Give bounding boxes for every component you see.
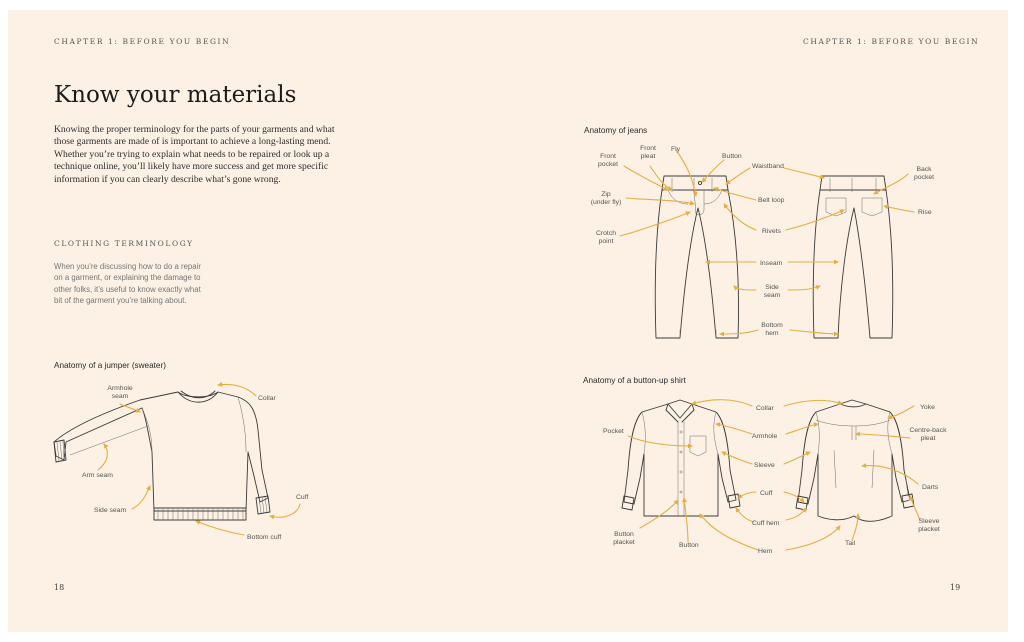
label-cuff: Cuff (296, 494, 309, 501)
label-side-seam-jeans: Side (765, 284, 779, 291)
label-yoke: Yoke (920, 404, 935, 411)
page-number-right: 19 (950, 583, 961, 592)
shirt-front-illustration (622, 400, 740, 516)
svg-text:Zip(under fly) (591, 191, 622, 206)
jumper-labels (82, 385, 308, 541)
section-line: on a garment, or explaining the damage to (54, 273, 201, 283)
svg-text:Centre-backpleat (909, 427, 947, 442)
jumper-illustration (54, 391, 270, 520)
label-front-pleat: pleat (640, 153, 656, 160)
label-centre-back-pleat: Centre-back (909, 427, 947, 434)
label-back-pocket: Back (916, 166, 932, 173)
label-crotch-point: point (598, 238, 614, 245)
jeans-caption: Anatomy of jeans (584, 126, 648, 135)
label-button-shirt: Button (679, 542, 699, 549)
label-front-pleat: Front (640, 145, 656, 152)
label-front-pocket: pocket (597, 161, 619, 168)
label-inseam: Inseam (760, 260, 783, 267)
svg-text:Buttonplacket (613, 531, 635, 546)
label-side-seam-jeans: seam (763, 292, 781, 299)
shirt-arrows (628, 400, 920, 550)
label-armhole-seam: seam (111, 393, 129, 400)
label-button-placket: placket (613, 539, 635, 546)
label-pocket: Pocket (603, 428, 624, 435)
intro-line: Knowing the proper terminology for the parts of your garments and what (54, 124, 335, 135)
label-sleeve-placket: placket (918, 526, 940, 533)
label-hem: Hem (758, 548, 773, 555)
jumper-caption: Anatomy of a jumper (sweater) (54, 361, 166, 370)
label-sleeve-placket: Sleeve (918, 518, 940, 525)
shirt-back-illustration (796, 400, 914, 521)
section-line: When you’re discussing how to do a repair (54, 262, 201, 271)
intro-line: those garments are made of is important to achieve a long-lasting mend. (54, 136, 331, 148)
svg-text:Sideseam (764, 284, 781, 299)
label-cuff-hem: Cuff hem (752, 520, 780, 527)
label-back-pocket: pocket (913, 174, 935, 181)
label-tail: Tail (845, 540, 856, 547)
label-bottom-hem: hem (765, 330, 779, 337)
svg-text:Sleeveplacket (918, 518, 940, 533)
label-collar-shirt: Collar (756, 405, 774, 412)
label-zip: (under fly) (590, 199, 622, 206)
running-head-left: CHAPTER 1: BEFORE YOU BEGIN (54, 37, 231, 46)
label-armhole-seam: Armhole (107, 385, 133, 392)
svg-text:Frontpocket (598, 153, 618, 168)
jeans-back-illustration (813, 176, 893, 338)
label-arm-seam: Arm seam (82, 472, 113, 479)
intro-line: Whether you’re trying to explain what needs to be repaired or look up a (54, 148, 330, 160)
label-button: Button (722, 153, 742, 160)
svg-text:Bottomhem (761, 322, 783, 337)
label-belt-loop: Belt loop (758, 197, 785, 204)
label-zip: Zip (601, 191, 611, 198)
label-button-placket: Button (614, 531, 634, 538)
svg-text:Frontpleat (640, 145, 656, 160)
shirt-labels (603, 404, 947, 555)
label-centre-back-pleat: pleat (920, 435, 936, 442)
label-cuff-shirt: Cuff (760, 490, 773, 497)
page-number-left: 18 (54, 583, 65, 592)
jeans-labels (591, 145, 934, 337)
running-head-right: CHAPTER 1: BEFORE YOU BEGIN (803, 37, 980, 46)
page-title: Know your materials (54, 82, 297, 108)
label-bottom-cuff: Bottom cuff (247, 534, 282, 541)
label-crotch-point: Crotch (595, 230, 617, 237)
label-darts: Darts (922, 484, 939, 491)
label-waistband: Waistband (752, 163, 784, 170)
section-line: other folks, it’s useful to know exactly what (54, 284, 201, 294)
label-side-seam: Side seam (94, 507, 127, 514)
intro-line: technique online, you’ll likely have more success and get more specific (54, 161, 329, 173)
svg-text:Backpocket (914, 166, 934, 181)
label-front-pocket: Front (600, 153, 616, 160)
section-line: bit of the garment you’re talking about. (54, 296, 187, 306)
intro-line: information if you can clearly describe what’s gone wrong. (54, 173, 281, 185)
svg-text:Crotchpoint (596, 230, 616, 245)
label-armhole: Armhole (752, 433, 778, 440)
label-sleeve: Sleeve (754, 462, 775, 469)
label-rise: Rise (918, 209, 932, 216)
shirt-caption: Anatomy of a button-up shirt (583, 376, 686, 385)
label-bottom-hem: Bottom (761, 322, 783, 329)
label-fly: Fly (671, 146, 681, 153)
label-rivets: Rivets (762, 228, 781, 235)
section-heading: CLOTHING TERMINOLOGY (54, 239, 194, 248)
svg-text:Armholeseam (107, 385, 133, 400)
label-collar: Collar (258, 395, 276, 402)
